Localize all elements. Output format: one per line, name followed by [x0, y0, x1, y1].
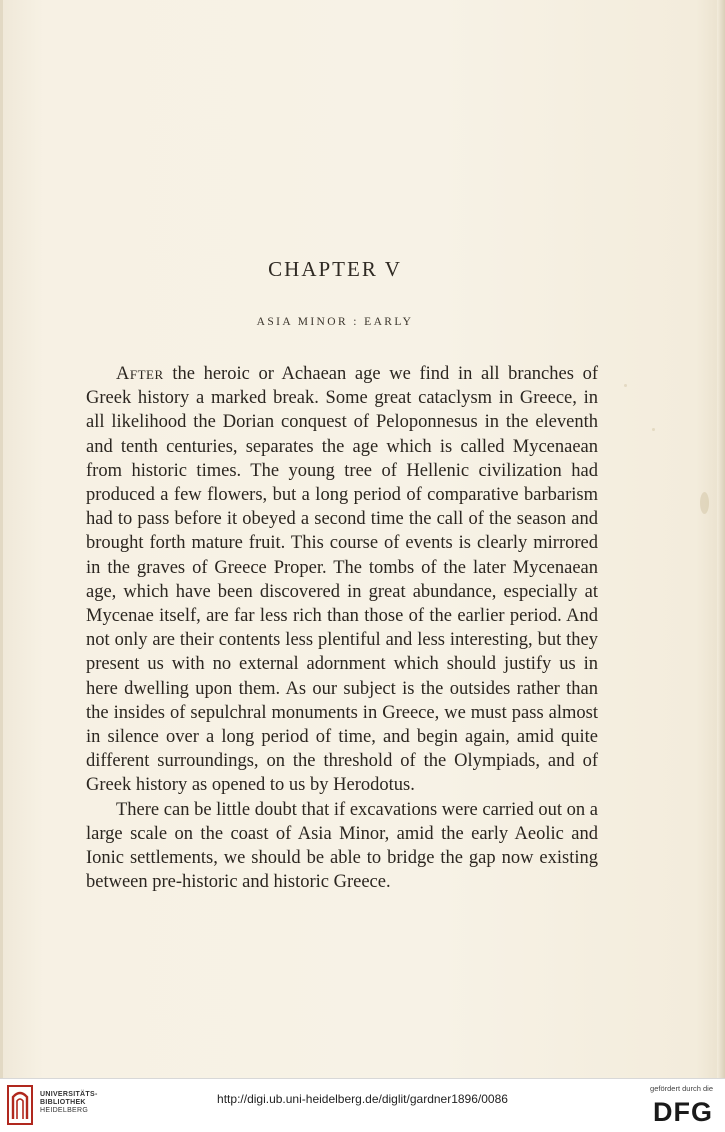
library-name-line2: BIBLIOTHEK: [40, 1099, 86, 1106]
dfg-logo[interactable]: DFG: [653, 1097, 713, 1127]
paragraph-2: There can be little doubt that if excavations were carried out on a large scale on the coast of Asia Minor, amid the early Aeolic and Ionic settlements, we should be able to bridge the gap now existing between pre-historic and historic Greece.: [86, 799, 598, 893]
paragraph-1: [86, 362, 598, 798]
paper-stain: [652, 428, 655, 431]
page-left-edge: [0, 0, 3, 1078]
paper-stain: [700, 492, 709, 514]
source-url-link[interactable]: http://digi.ub.uni-heidelberg.de/diglit/gardner1896/0086: [217, 1092, 508, 1106]
paragraph-1-text: the heroic or Achaean age we find in all branches of Greek history a marked break. Some great cataclysm in Greece, in all likelihood the Dorian conquest of Peloponnesus in the eleventh and tenth centuries, separates the age which is called Mycenaean from historic times. The young tree of Hellenic civilization had produced a few flowers, but a long period of comparative barbarism had to pass before it obeyed a second time the call of the season and brought forth mature fruit. This course of events is clearly mirrored in the graves of Greece Proper. The tombs of the later Mycenaean age, which have been discovered in great abundance, especially at Mycenae itself, are far less rich than those of the earlier period. And not only are their contents less plentiful and less interesting, but they present us with no external adornment which should justify us in here dwelling upon them. As our subject is the outsides rather than the insides of sepulchral monuments in Greece, we must pass almost in silence over a long period of time, and begin again, amid quite different surroundings, on the threshold of the Olympiads, and of Greek history as opened to us by Herodotus.: [86, 364, 599, 796]
funding-note: gefördert durch die: [650, 1084, 713, 1093]
paragraph-1-lead: After: [116, 364, 164, 384]
library-name-line1: UNIVERSITÄTS-: [40, 1091, 98, 1098]
paper-stain: [624, 384, 627, 387]
library-name-line3: HEIDELBERG: [40, 1107, 89, 1114]
body-text: [86, 362, 598, 894]
chapter-title: CHAPTER V: [268, 257, 402, 281]
section-title: ASIA MINOR : EARLY: [256, 316, 414, 328]
page-right-edge: [717, 0, 725, 1078]
